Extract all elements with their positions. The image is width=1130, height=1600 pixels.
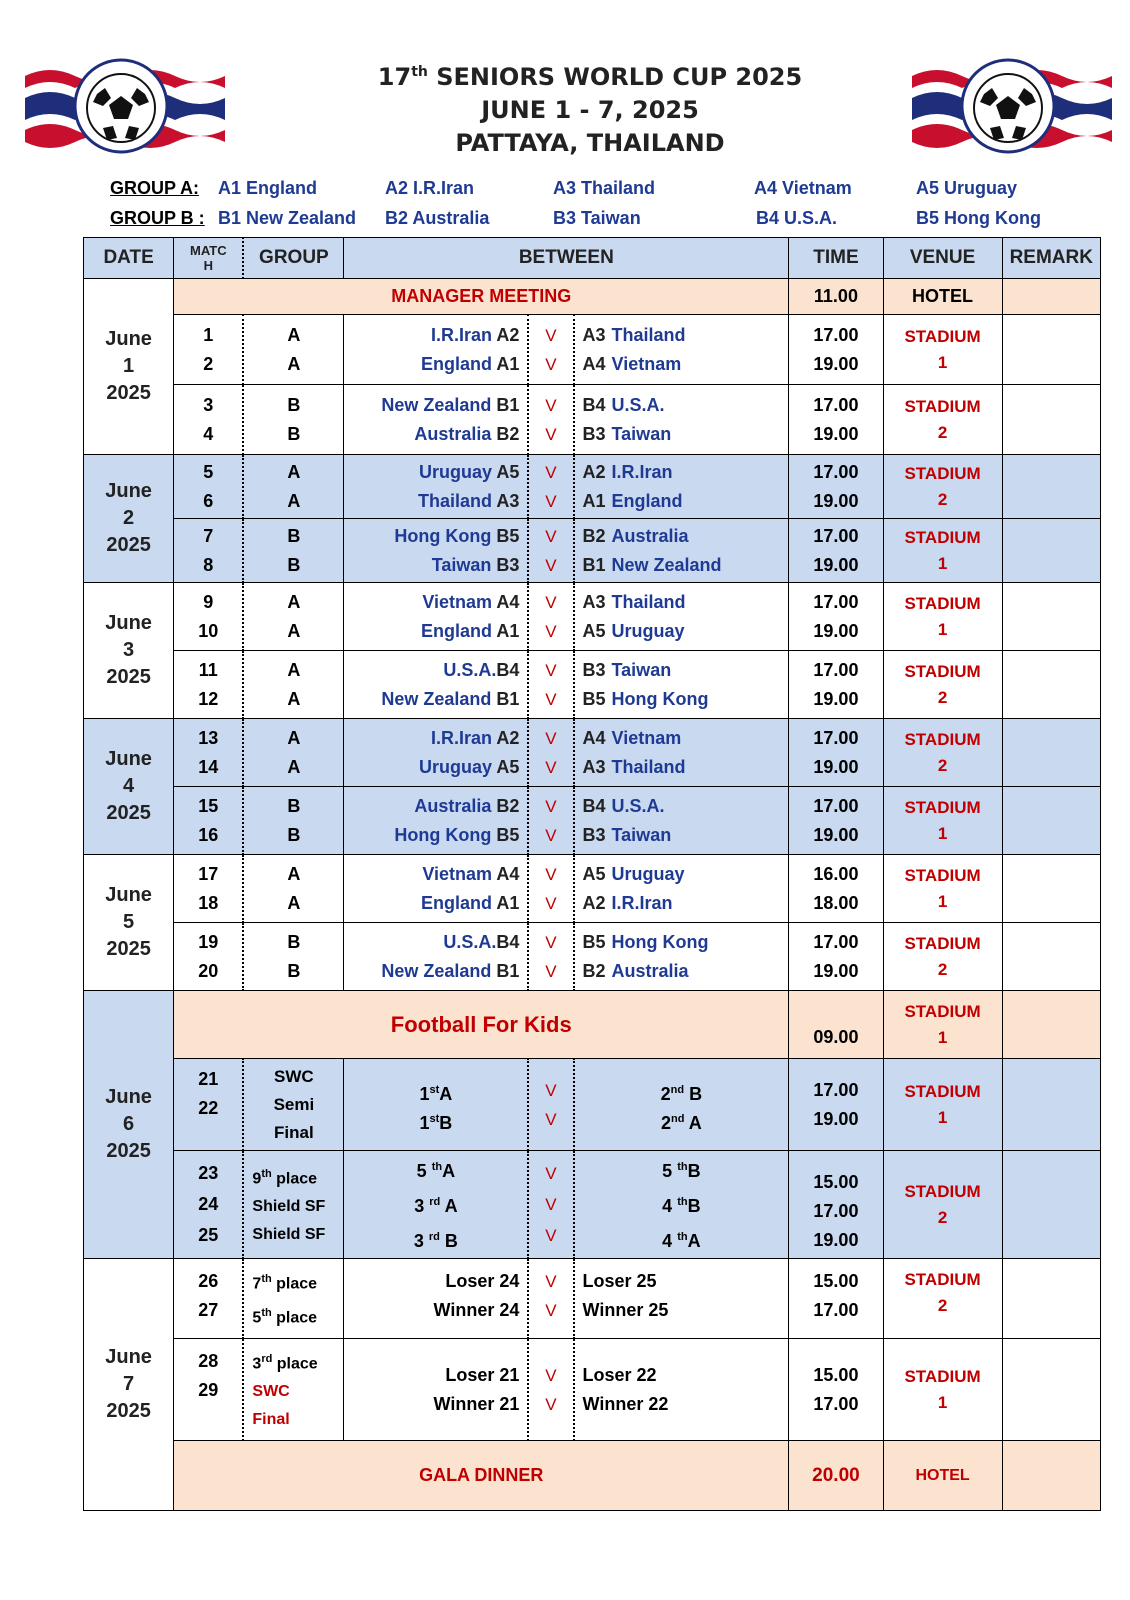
table-row [84, 1441, 1101, 1511]
col-time: TIME [789, 238, 883, 279]
time-cell: 11.00 [789, 279, 883, 315]
match-cell: 19 20 [174, 923, 244, 991]
day-2 [84, 455, 1101, 583]
home-team-cell: Vietnam A4 England A1 [344, 855, 529, 923]
away-team-cell: Loser 25 Winner 25 [574, 1259, 789, 1339]
date-cell: June 2 2025 [84, 455, 174, 583]
venue-cell: STADIUM 2 [883, 651, 1002, 719]
remark-cell [1002, 1259, 1100, 1339]
venue-cell: STADIUM 1 [883, 1339, 1002, 1441]
home-team-cell: Loser 24 Winner 24 [344, 1259, 529, 1339]
time-cell: 17.00 19.00 [789, 385, 883, 455]
date-cell: June 5 2025 [84, 855, 174, 991]
date-cell: June 7 2025 [84, 1259, 174, 1511]
venue-cell: STADIUM 2 [883, 923, 1002, 991]
remark-cell [1002, 1441, 1100, 1511]
venue-cell: STADIUM 2 [883, 719, 1002, 787]
association-logo-right [912, 58, 1112, 162]
remark-cell [1002, 787, 1100, 855]
table-row [84, 787, 1101, 855]
remark-cell [1002, 651, 1100, 719]
table-row [84, 519, 1101, 583]
table-row [84, 279, 1101, 315]
venue-cell: STADIUM 1 [883, 991, 1002, 1059]
match-cell: 21 22 [174, 1059, 244, 1151]
groups-legend [110, 178, 1110, 238]
gala-dinner: GALA DINNER [174, 1441, 789, 1511]
event-dates: JUNE 1 - 7, 2025 [481, 96, 699, 124]
match-cell: 17 18 [174, 855, 244, 923]
group-b-label: GROUP B : [110, 208, 205, 228]
group-a-team: A2 I.R.Iran [385, 178, 475, 198]
group-a-team: A4 Vietnam [754, 178, 852, 198]
match-cell: 3 4 [174, 385, 244, 455]
versus-cell: V V [528, 385, 573, 455]
remark-cell [1002, 1059, 1100, 1151]
match-cell: 15 16 [174, 787, 244, 855]
group-cell: A A [243, 719, 343, 787]
table-row [84, 855, 1101, 923]
table-row [84, 651, 1101, 719]
remark-cell [1002, 1339, 1100, 1441]
away-team-cell: 5 $^{th}$B 4 $^{th}$B 4 $^{th}$A [574, 1151, 789, 1259]
away-team-cell: Loser 22 Winner 22 [574, 1339, 789, 1441]
remark-cell [1002, 315, 1100, 385]
versus-cell: V V [528, 787, 573, 855]
home-team-cell: New Zealand B1 Australia B2 [344, 385, 529, 455]
time-cell: 15.00 17.00 [789, 1259, 883, 1339]
group-b-row [110, 208, 1110, 238]
group-cell: A A [243, 583, 343, 651]
remark-cell [1002, 519, 1100, 583]
association-logo-left [25, 58, 225, 162]
venue-cell: STADIUM 2 [883, 385, 1002, 455]
day-5 [84, 855, 1101, 991]
day-6 [84, 991, 1101, 1259]
event-location: PATTAYA, THAILAND [455, 129, 725, 157]
time-cell: 15.00 17.00 19.00 [789, 1151, 883, 1259]
time-cell: 17.00 19.00 [789, 719, 883, 787]
group-cell: B B [243, 385, 343, 455]
group-b-team: B5 Hong Kong [916, 208, 1041, 228]
time-cell: 17.00 19.00 [789, 1059, 883, 1151]
venue-cell: STADIUM 1 [883, 519, 1002, 583]
remark-cell [1002, 1151, 1100, 1259]
group-a-team: A1 England [218, 178, 318, 198]
group-cell: A A [243, 651, 343, 719]
manager-meeting: MANAGER MEETING [174, 279, 789, 315]
remark-cell [1002, 855, 1100, 923]
away-team-cell: B4 U.S.A. B3 Taiwan [574, 787, 789, 855]
versus-cell: V V [528, 1059, 573, 1151]
group-cell: B B [243, 787, 343, 855]
away-team-cell: A2 I.R.Iran A1 England [574, 455, 789, 519]
table-row [84, 1259, 1101, 1339]
col-date: DATE [84, 238, 174, 279]
away-team-cell: A5 Uruguay A2 I.R.Iran [574, 855, 789, 923]
group-cell: SWC Semi Final [243, 1059, 343, 1151]
versus-cell: V V V [528, 1151, 573, 1259]
time-cell: 20.00 [789, 1441, 883, 1511]
group-a-team: A3 Thailand [553, 178, 656, 198]
group-cell: A A [243, 455, 343, 519]
day-1 [84, 279, 1101, 455]
home-team-cell: 5 $^{th}$A 3 $^{rd}$ A 3 $^{rd}$ B [344, 1151, 529, 1259]
group-cell: A A [243, 315, 343, 385]
match-cell: 5 6 [174, 455, 244, 519]
day-4 [84, 719, 1101, 855]
remark-cell [1002, 991, 1100, 1059]
home-team-cell: U.S.A.B4 New Zealand B1 [344, 923, 529, 991]
venue-cell: STADIUM 2 [883, 1151, 1002, 1259]
col-remark: REMARK [1002, 238, 1100, 279]
home-team-cell: I.R.Iran A2 England A1 [344, 315, 529, 385]
group-cell: B B [243, 519, 343, 583]
date-cell: June 4 2025 [84, 719, 174, 855]
home-team-cell: 1stA 1stB [344, 1059, 529, 1151]
table-row [84, 1339, 1101, 1441]
away-team-cell: A3 Thailand A5 Uruguay [574, 583, 789, 651]
home-team-cell: Vietnam A4 England A1 [344, 583, 529, 651]
time-cell: 17.00 19.00 [789, 787, 883, 855]
page-title: 17th SENIORS WORLD CUP 2025 JUNE 1 - 7, 2025 PATTAYA, THAILAND [340, 56, 840, 160]
date-cell: June 6 2025 [84, 991, 174, 1259]
venue-cell: STADIUM 1 [883, 1059, 1002, 1151]
table-row [84, 315, 1101, 385]
versus-cell: V V [528, 519, 573, 583]
time-cell: 17.00 19.00 [789, 315, 883, 385]
time-cell: 09.00 [789, 991, 883, 1059]
away-team-cell: B2 Australia B1 New Zealand [574, 519, 789, 583]
versus-cell: V V [528, 651, 573, 719]
col-match: MATC H [174, 238, 244, 279]
col-group: GROUP [243, 238, 343, 279]
table-row [84, 923, 1101, 991]
day-7 [84, 1259, 1101, 1511]
group-a-label: GROUP A: [110, 178, 200, 198]
venue-cell: STADIUM 1 [883, 583, 1002, 651]
table-row [84, 583, 1101, 651]
match-cell: 28 29 [174, 1339, 244, 1441]
home-team-cell: Loser 21 Winner 21 [344, 1339, 529, 1441]
group-b-team: B2 Australia [385, 208, 490, 228]
match-cell: 1 2 [174, 315, 244, 385]
time-cell: 17.00 19.00 [789, 923, 883, 991]
group-b-team: B1 New Zealand [218, 208, 357, 228]
date-cell: June 3 2025 [84, 583, 174, 719]
match-cell: 9 10 [174, 583, 244, 651]
col-venue: VENUE [883, 238, 1002, 279]
table-row [84, 719, 1101, 787]
football-for-kids: Football For Kids [174, 991, 789, 1059]
venue-cell: STADIUM 2 [883, 455, 1002, 519]
away-team-cell: B4 U.S.A. B3 Taiwan [574, 385, 789, 455]
venue-cell: STADIUM 1 [883, 855, 1002, 923]
table-row [84, 991, 1101, 1059]
remark-cell [1002, 923, 1100, 991]
date-cell: June 1 2025 [84, 279, 174, 455]
venue-cell: STADIUM 1 [883, 787, 1002, 855]
group-cell: 9th place Shield SF Shield SF [243, 1151, 343, 1259]
versus-cell: V V [528, 583, 573, 651]
home-team-cell: U.S.A.B4 New Zealand B1 [344, 651, 529, 719]
time-cell: 16.00 18.00 [789, 855, 883, 923]
away-team-cell: B3 Taiwan B5 Hong Kong [574, 651, 789, 719]
home-team-cell: I.R.Iran A2 Uruguay A5 [344, 719, 529, 787]
match-cell: 7 8 [174, 519, 244, 583]
versus-cell: V V [528, 1339, 573, 1441]
versus-cell: V V [528, 855, 573, 923]
versus-cell: V V [528, 923, 573, 991]
venue-cell: HOTEL [883, 279, 1002, 315]
table-row [84, 385, 1101, 455]
away-team-cell: A4 Vietnam A3 Thailand [574, 719, 789, 787]
venue-cell: STADIUM 2 [883, 1259, 1002, 1339]
table-row [84, 1059, 1101, 1151]
match-cell: 13 14 [174, 719, 244, 787]
group-cell: 7th place 5th place [243, 1259, 343, 1339]
group-b-team: B4 U.S.A. [756, 208, 838, 228]
versus-cell: V V [528, 455, 573, 519]
away-team-cell: B5 Hong Kong B2 Australia [574, 923, 789, 991]
match-cell: 11 12 [174, 651, 244, 719]
time-cell: 17.00 19.00 [789, 455, 883, 519]
time-cell: 15.00 17.00 [789, 1339, 883, 1441]
schedule-table [83, 237, 1101, 1511]
group-a-team: A5 Uruguay [916, 178, 1018, 198]
venue-cell: STADIUM 1 [883, 315, 1002, 385]
remark-cell [1002, 279, 1100, 315]
match-cell: 23 24 25 [174, 1151, 244, 1259]
group-cell: B B [243, 923, 343, 991]
remark-cell [1002, 385, 1100, 455]
home-team-cell: Australia B2 Hong Kong B5 [344, 787, 529, 855]
table-header [84, 238, 1101, 279]
group-b-team: B3 Taiwan [553, 208, 641, 228]
home-team-cell: Uruguay A5 Thailand A3 [344, 455, 529, 519]
group-cell: 3rd place SWC Final [243, 1339, 343, 1441]
away-team-cell: A3 Thailand A4 Vietnam [574, 315, 789, 385]
table-row [84, 455, 1101, 519]
versus-cell: V V [528, 1259, 573, 1339]
versus-cell: V V [528, 719, 573, 787]
remark-cell [1002, 583, 1100, 651]
group-cell: A A [243, 855, 343, 923]
table-row [84, 1151, 1101, 1259]
remark-cell [1002, 455, 1100, 519]
time-cell: 17.00 19.00 [789, 519, 883, 583]
away-team-cell: 2nd B 2nd A [574, 1059, 789, 1151]
home-team-cell: Hong Kong B5 Taiwan B3 [344, 519, 529, 583]
match-cell: 26 27 [174, 1259, 244, 1339]
versus-cell: V V [528, 315, 573, 385]
venue-cell: HOTEL [883, 1441, 1002, 1511]
group-a-row [110, 178, 1110, 208]
time-cell: 17.00 19.00 [789, 651, 883, 719]
day-3 [84, 583, 1101, 719]
time-cell: 17.00 19.00 [789, 583, 883, 651]
remark-cell [1002, 719, 1100, 787]
col-between: BETWEEN [344, 238, 789, 279]
